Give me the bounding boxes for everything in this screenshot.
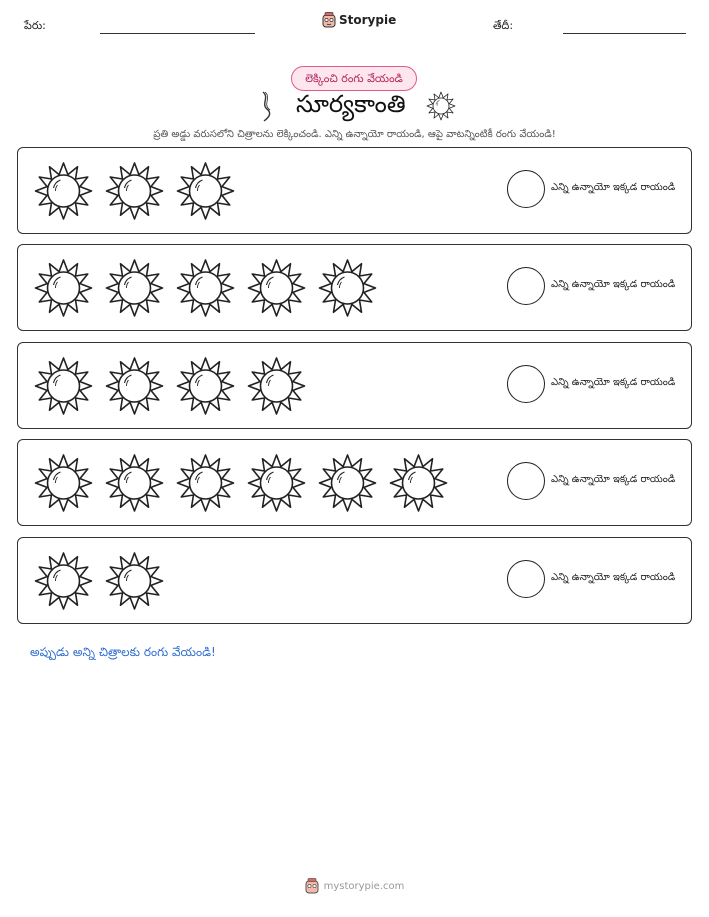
storypie-logo (322, 12, 396, 28)
sun-icon[interactable] (312, 255, 383, 321)
sun-icon[interactable] (241, 353, 312, 419)
instructions: ప్రతి అడ్డు వరుసలోని చిత్రాలను లెక్కించండి. ఎన్ని ఉన్నాయో రాయండి, ఆపై వాటన్నింటికీ రంగు వేయండి! (153, 129, 556, 140)
name-write-line[interactable] (100, 33, 255, 34)
sun-group (28, 353, 312, 419)
sun-group (28, 158, 241, 224)
footer (0, 878, 709, 894)
sun-icon[interactable] (170, 255, 241, 321)
worksheet-header (0, 0, 709, 50)
sun-icon[interactable] (99, 353, 170, 419)
sun-icon[interactable] (99, 255, 170, 321)
answer-circle[interactable] (507, 462, 545, 500)
answer-circle[interactable] (507, 267, 545, 305)
sun-group (28, 450, 454, 516)
answer-label: ఎన్ని ఉన్నాయో ఇక్కడ రాయండి (551, 474, 676, 485)
title-sun-icon (426, 91, 456, 121)
storypie-footer-logo-icon (305, 878, 319, 894)
sun-icon[interactable] (28, 353, 99, 419)
counting-row (17, 537, 692, 624)
sun-icon[interactable] (241, 450, 312, 516)
sun-icon[interactable] (99, 450, 170, 516)
answer-label: ఎన్ని ఉన్నాయో ఇక్కడ రాయండి (551, 377, 676, 388)
sun-icon[interactable] (170, 353, 241, 419)
sun-group (28, 255, 383, 321)
answer-label: ఎన్ని ఉన్నాయో ఇక్కడ రాయండి (551, 182, 676, 193)
date-write-line[interactable] (563, 33, 686, 34)
name-label: పేరు: (24, 19, 46, 32)
answer-circle[interactable] (507, 365, 545, 403)
sun-icon[interactable] (28, 450, 99, 516)
answer-label: ఎన్ని ఉన్నాయో ఇక్కడ రాయండి (551, 279, 676, 290)
logo-text: Storypie (339, 13, 397, 27)
title-row (0, 90, 709, 122)
sun-group (28, 548, 170, 614)
activity-badge: లెక్కించి రంగు వేయండి (291, 66, 417, 91)
footer-site: mystorypie.com (323, 880, 405, 892)
answer-circle[interactable] (507, 170, 545, 208)
sun-icon[interactable] (99, 158, 170, 224)
date-label: తేదీ: (493, 19, 514, 32)
counting-row (17, 439, 692, 526)
counting-row (17, 342, 692, 429)
sun-icon[interactable] (99, 548, 170, 614)
sun-icon[interactable] (28, 158, 99, 224)
page-title: సూర్యకాంతి (296, 90, 406, 118)
sun-icon[interactable] (28, 548, 99, 614)
storypie-logo-icon (322, 12, 336, 28)
swirl-decoration-icon (258, 90, 276, 122)
sun-icon[interactable] (170, 158, 241, 224)
answer-label: ఎన్ని ఉన్నాయో ఇక్కడ రాయండి (551, 572, 676, 583)
sun-icon[interactable] (28, 255, 99, 321)
counting-row (17, 244, 692, 331)
counting-row (17, 147, 692, 234)
answer-circle[interactable] (507, 560, 545, 598)
sun-icon[interactable] (170, 450, 241, 516)
sun-icon[interactable] (312, 450, 383, 516)
sun-icon[interactable] (241, 255, 312, 321)
footer-message: అప్పుడు అన్ని చిత్రాలకు రంగు వేయండి! (30, 645, 216, 659)
sun-icon[interactable] (383, 450, 454, 516)
